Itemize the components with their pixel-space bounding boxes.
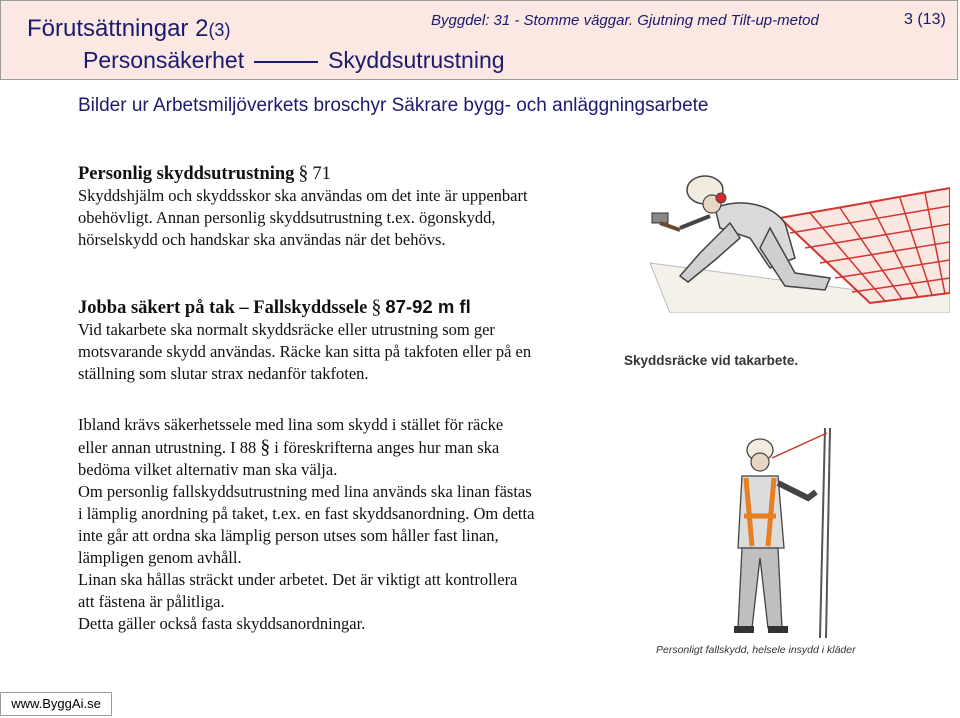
harness-illustration <box>680 428 840 638</box>
section2-line: ställning som slutar strax nedanför takfoten. <box>78 364 369 383</box>
section3-line2-start: eller annan utrustning. I 88 <box>78 438 257 457</box>
slide-subtitle <box>83 47 505 74</box>
section1-title: Personlig skyddsutrustning <box>78 164 295 184</box>
slide-header <box>0 0 958 80</box>
section3-line: att fästena är pålitliga. <box>78 592 225 611</box>
section3-line: i lämplig anordning på taket, t.ex. en fast skyddsanordning. Om detta <box>78 504 535 523</box>
section2-paragraph-number: 87-92 m fl <box>385 296 471 317</box>
course-label: Byggdel: 31 - Stomme väggar. Gjutning med Tilt-up-metod <box>431 12 819 29</box>
section3-line: Linan ska hållas sträckt under arbetet. Det är viktigt att kontrollera <box>78 570 518 589</box>
footer-link[interactable]: www.ByggAi.se <box>0 692 112 716</box>
slide-title <box>27 15 230 43</box>
subtitle-left: Personsäkerhet <box>83 47 245 73</box>
section3-line2-end: i föreskrifterna anges hur man ska <box>274 438 500 457</box>
section3-line: inte går att ordna ska lämplig person utses som håller fast linan, <box>78 526 499 545</box>
subtitle-right: Skyddsutrustning <box>328 47 505 73</box>
paragraph-symbol: § <box>298 162 309 184</box>
section3-line: Ibland krävs säkerhetssele med lina som skydd i stället för räcke <box>78 415 504 434</box>
section1-line: hörselskydd och handskar ska användas när det behövs. <box>78 230 446 249</box>
section1-heading <box>78 162 528 185</box>
harness-worker-drawing <box>680 428 840 638</box>
section2-title: Jobba säkert på tak – Fallskyddssele <box>78 298 368 318</box>
section2-heading <box>78 296 531 319</box>
section2-line: motsvarande skydd användas. Räcke kan sitta på takfoten eller på en <box>78 342 532 361</box>
title-dash <box>254 61 318 63</box>
section3-line: Detta gäller också fasta skyddsanordningar. <box>78 614 366 633</box>
paragraph-symbol: § <box>260 436 271 458</box>
roof-caption: Skyddsräcke vid takarbete. <box>624 353 799 368</box>
page-number: 3 (13) <box>904 11 946 28</box>
harness-caption: Personligt fallskydd, helsele insydd i kläder <box>656 644 856 656</box>
intro-text: Bilder ur Arbetsmiljöverkets broschyr Säkrare bygg- och anläggningsarbete <box>78 95 709 116</box>
section-harness <box>78 414 534 635</box>
section1-line: Skyddshjälm och skyddsskor ska användas om det inte är uppenbart <box>78 186 528 205</box>
section-protective-equipment <box>78 162 528 251</box>
section3-line-with-symbol <box>78 436 534 459</box>
section2-line: Vid takarbete ska normalt skyddsräcke eller utrustning som ger <box>78 320 495 339</box>
title-suffix: (3) <box>208 20 231 40</box>
paragraph-symbol: § <box>371 296 382 318</box>
section3-line: Om personlig fallskyddsutrustning med lina används ska linan fästas <box>78 482 532 501</box>
section1-paragraph-number: 71 <box>312 164 331 184</box>
section3-line: bedöma vilket alternativ man ska välja. <box>78 460 338 479</box>
roof-worker-drawing <box>620 168 950 313</box>
title-main: Förutsättningar 2 <box>27 15 209 42</box>
section-roof-safety <box>78 296 531 385</box>
section3-line: lämpligen genom avhåll. <box>78 548 242 567</box>
roof-railing-illustration <box>620 168 950 313</box>
section1-line: obehövligt. Annan personlig skyddsutrustning t.ex. ögonskydd, <box>78 208 496 227</box>
